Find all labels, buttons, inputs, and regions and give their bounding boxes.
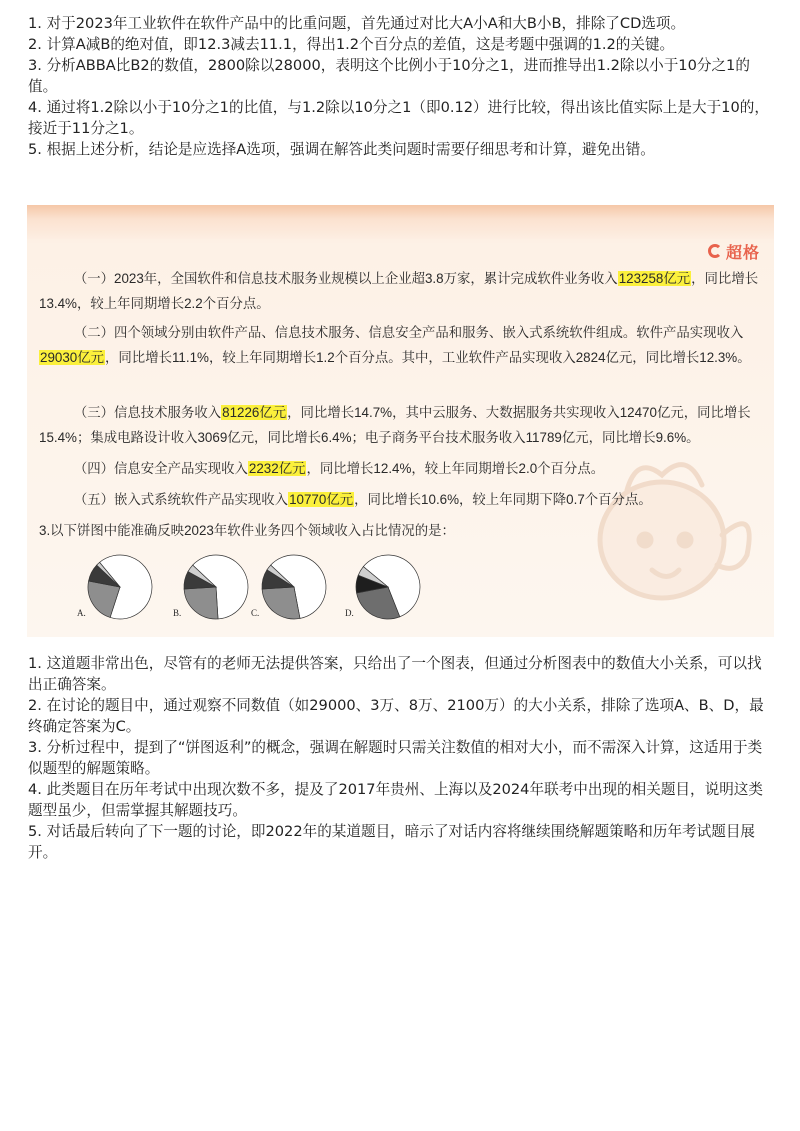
summary-notes-top	[28, 13, 774, 160]
note-item: 1. 这道题非常出色，尽管有的老师无法提供答案，只给出了一个图表，但通过分析图表中的数值大小关系，可以找出正确答案。	[28, 655, 762, 693]
material-paragraph: （五）嵌入式系统软件产品实现收入10770亿元，同比增长10.6%，较上年同期下降0.7个百分点。	[73, 492, 652, 507]
question-stem: 3.以下饼图中能准确反映2023年软件业务四个领域收入占比情况的是：	[39, 523, 455, 538]
summary-notes-bottom	[28, 653, 774, 863]
option-letter: D.	[345, 608, 354, 618]
highlighted-value: 81226亿元	[222, 405, 287, 420]
pie-slice	[262, 587, 300, 619]
highlighted-value: 2232亿元	[248, 461, 306, 476]
option-letter: C.	[251, 608, 260, 618]
note-item: 5. 对话最后转向了下一题的讨论，即2022年的某道题目，暗示了对话内容将继续围绕解题策略和历年考试题目展开。	[28, 823, 756, 861]
pie-option-d[interactable]	[345, 548, 485, 623]
highlighted-value: 29030亿元	[40, 349, 105, 365]
note-item: 4. 通过将1.2除以小于10分之1的比值，与1.2除以10分之1（即0.12）进行比较，得出该比值实际上是大于10的，接近于11分之1。	[28, 99, 769, 137]
highlighted-value: 123258亿元	[618, 271, 691, 286]
panel-header-band	[27, 205, 774, 239]
pie-slice	[184, 587, 218, 619]
material-paragraph: （二）四个领域分别由软件产品、信息技术服务、信息安全产品和服务、嵌入式系统软件组成。软件产品实现收入29030亿元，同比增长11.1%，较上年同期增长1.2个百分点。其中，工业软件产品实现收入2824亿元，同比增长12.3%。	[40, 325, 751, 365]
note-item: 1. 对于2023年工业软件在软件产品中的比重问题，首先通过对比大A小A和大B小B，排除了CD选项。	[28, 15, 686, 32]
material-paragraph: （四）信息安全产品实现收入2232亿元，同比增长12.4%，较上年同期增长2.0个百分点。	[73, 461, 605, 476]
embedded-question-screenshot	[27, 205, 774, 637]
material-paragraph: （一）2023年，全国软件和信息技术服务业规模以上企业超3.8万家，累计完成软件业务收入123258亿元，同比增长13.4%，较上年同期增长2.2个百分点。	[39, 271, 759, 311]
option-letter: B.	[173, 608, 182, 618]
highlighted-value: 10770亿元	[289, 492, 354, 507]
note-item: 3. 分析过程中，提到了“饼图返利”的概念，强调在解题时只需关注数值的相对大小，而不需深入计算，这适用于类似题型的解题策略。	[28, 739, 763, 777]
note-item: 2. 计算A减B的绝对值，即12.3减去11.1，得出1.2个百分点的差值，这是考题中强调的1.2的关键。	[28, 36, 675, 53]
brand-logo: 超格	[708, 239, 760, 263]
note-item: 4. 此类题目在历年考试中出现次数不多，提及了2017年贵州、上海以及2024年联考中出现的相关题目，说明这类题型虽少，但需掌握其解题技巧。	[28, 781, 763, 819]
note-item: 5. 根据上述分析，结论是应选择A选项，强调在解答此类问题时需要仔细思考和计算，避免出错。	[28, 141, 655, 158]
note-item: 2. 在讨论的题目中，通过观察不同数值（如29000、3万、8万、2100万）的大小关系，排除了选项A、B、D，最终确定答案为C。	[28, 697, 764, 735]
material-paragraph: （三）信息技术服务收入81226亿元，同比增长14.7%，其中云服务、大数据服务共实现收入12470亿元，同比增长15.4%；集成电路设计收入3069亿元，同比增长6.4%；电子商务平台技术服务收入11789亿元，同比增长9.6%。	[39, 405, 751, 445]
brand-c-icon	[708, 244, 722, 258]
note-item: 3. 分析ABBA比B2的数值，2800除以28000，表明这个比例小于10分之1，进而推导出1.2除以小于10分之1的值。	[28, 57, 750, 95]
option-letter: A.	[77, 608, 86, 618]
